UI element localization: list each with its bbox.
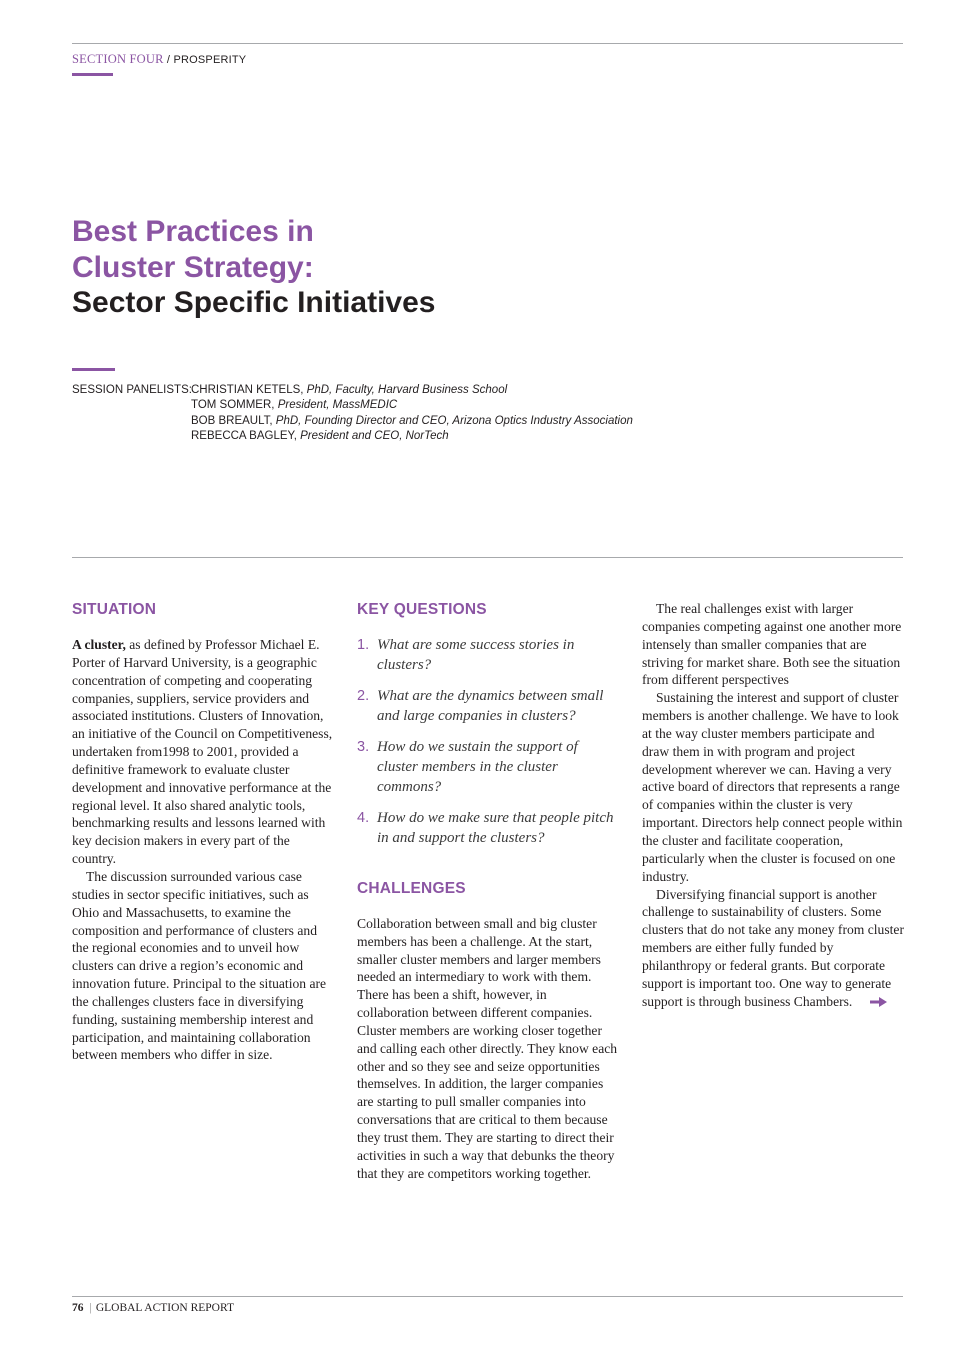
situation-paragraph-1-text: as defined by Professor Michael E. Porter of Harvard University, is a geographic concentration of competing and cooperating companies, suppliers, service providers and associated institutions. Clusters of Innovation, an initiative of the Council on Competitiveness, undertaken from1998 to 2001, provided a definitive framework to evaluate cluster development and innovative performance at the regional level. It also shared analytic tools, benchmarking results and lessons learned with key decision makers in every part of the country.: [72, 637, 333, 867]
page-title: [72, 214, 435, 321]
challenges-continued-column: [642, 600, 904, 1011]
situation-paragraph-1: [72, 636, 334, 868]
panelist-list: [191, 383, 751, 444]
challenges-paragraph-3: Sustaining the interest and support of cluster members is another challenge. We have to look at the way cluster members participate and draw them in with program and project development wherever we can. Having a very active board of directors that represents a range of companies within the cluster is very important. Directors help connect people within the cluster and facilitate cooperation, particularly when the cluster is focused on one industry.: [642, 690, 903, 884]
page-footer: [72, 1302, 234, 1314]
footer-separator: |: [89, 1302, 92, 1314]
challenges-paragraph-2: The real challenges exist with larger companies competing against one another more intensely than smaller companies that are striving for market share. Both see the situation from different perspectives: [642, 601, 902, 688]
section-separator: /: [163, 54, 174, 66]
question-item: [357, 808, 619, 848]
subsection-name: PROSPERITY: [173, 54, 247, 66]
panelist-name: REBECCA BAGLEY,: [191, 429, 297, 442]
question-number: 4.: [357, 809, 370, 826]
question-text: How do we make sure that people pitch in and support the clusters?: [377, 809, 614, 847]
question-item: [357, 635, 619, 675]
challenges-paragraph-4-text: Diversifying financial support is another challenge to sustainability of clusters. Some clusters that do not take any money from cluster members are either fully funded by philanthropy or federal grants. But corporate support is important too. One way to generate support is through business Chambers.: [642, 886, 904, 1009]
key-questions-list: [357, 635, 619, 848]
panelist-role: President, MassMEDIC: [277, 399, 398, 412]
key-questions-heading: KEY QUESTIONS: [357, 601, 487, 618]
panelist: [191, 398, 751, 413]
page-number: 76: [72, 1302, 84, 1314]
question-text: What are the dynamics between small and large companies in clusters?: [377, 687, 604, 725]
title-accent-bar: [72, 368, 115, 371]
challenges-paragraph-4: [642, 886, 904, 1012]
situation-lead-term: A cluster,: [72, 637, 126, 652]
question-text: What are some success stories in clusters?: [377, 637, 575, 674]
panelist: [191, 414, 751, 429]
section-divider: [72, 557, 903, 558]
question-number: 2.: [357, 687, 370, 704]
section-name: SECTION FOUR: [72, 52, 164, 66]
panelist-role: PhD, Founding Director and CEO, Arizona Optics Industry Association: [275, 414, 633, 427]
situation-column: [72, 600, 334, 1064]
header-accent-bar: [72, 73, 113, 76]
situation-heading: SITUATION: [72, 601, 157, 618]
question-item: [357, 737, 619, 798]
panelist-name: BOB BREAULT,: [191, 414, 273, 427]
publication-name: GLOBAL ACTION REPORT: [95, 1302, 234, 1314]
challenges-paragraph-1: Collaboration between small and big cluster members has been a challenge. At the start, smaller cluster members and larger members needed an intermediary to work with them. There has been a shift, however, in collaboration between different companies. Cluster members are working closer together and calling each other directly. They know each other and so they see and seize opportunities themselves. In addition, the larger companies are starting to pull smaller companies into conversations that are critical to them because they trust them. They are starting to direct their activities in such a way that debunks the theory that they are competitors working together.: [357, 915, 618, 1181]
panelist: [191, 383, 751, 398]
questions-column: [357, 600, 619, 1182]
panelist-role: President and CEO, NorTech: [300, 429, 449, 442]
footer-rule: [72, 1296, 903, 1297]
title-line-3: Sector Specific Initiatives: [72, 286, 436, 319]
question-number: 3.: [357, 738, 370, 755]
title-line-2: Cluster Strategy:: [72, 250, 314, 284]
panelist-name: TOM SOMMER,: [191, 399, 275, 412]
question-number: 1.: [357, 637, 370, 653]
panelist-role: PhD, Faculty, Harvard Business School: [306, 384, 508, 396]
challenges-heading: CHALLENGES: [357, 879, 466, 897]
section-label: [72, 52, 246, 67]
panelist: [191, 429, 751, 444]
arrow-right-icon: [856, 994, 887, 1012]
panelists-label: SESSION PANELISTS:: [72, 384, 192, 396]
header-rule: [72, 43, 903, 44]
question-text: How do we sustain the support of cluster members in the cluster commons?: [377, 738, 578, 796]
title-line-1: Best Practices in: [72, 215, 314, 248]
question-item: [357, 686, 619, 726]
situation-paragraph-2: The discussion surrounded various case studies in sector specific initiatives, such as Ohio and Massachusetts, to examine the composition and performance of clusters and the regional economies and to unveil how clusters can drive a region’s economic and innovation future. Principal to the situation are the challenges clusters face in diversifying funding, sustaining membership interest and participation, and maintaining collaboration between members who differ in size.: [72, 868, 327, 1063]
panelist-name: CHRISTIAN KETELS,: [191, 384, 304, 396]
